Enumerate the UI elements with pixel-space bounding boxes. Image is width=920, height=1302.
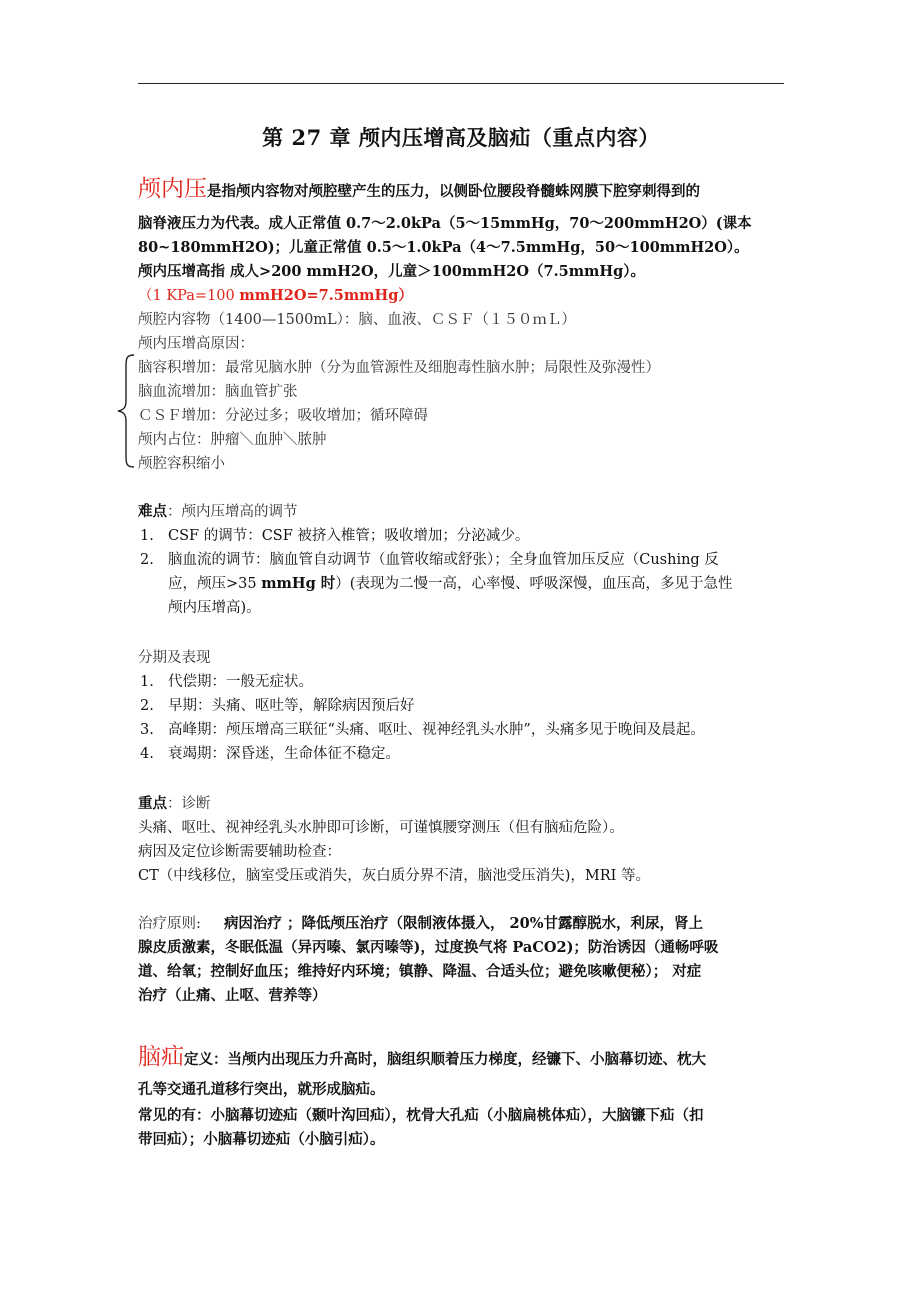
herniation-definition: 脑疝定义：当颅内出现压力升高时，脑组织顺着压力梯度，经镰下、小脑幕切迹、枕大 xyxy=(138,1044,706,1070)
herniation-def-line2: 孔等交通孔道移行突出，就形成脑疝。 xyxy=(138,1081,385,1098)
stages-heading: 分期及表现 xyxy=(138,650,211,666)
icp-definition: 颅内压是指颅内容物对颅腔壁产生的压力，以侧卧位腰段脊髓蛛网膜下腔穿刺得到的 xyxy=(138,176,700,202)
icp-def-line4: 颅内压增高指 成人>200 mmH2O，儿童＞100mmH2O（7.5mmHg）。 xyxy=(138,263,645,280)
icp-def-line3: 80~180mmH2O)；儿童正常值 0.5～1.0kPa（4～7.5mmHg，50～100mmH2O）。 xyxy=(138,239,749,256)
icp-term: 颅内压 xyxy=(138,176,207,202)
list-item: 4. 衰竭期：深昏迷，生命体征不稳定。 xyxy=(140,746,400,762)
list-item: 1. CSF 的调节：CSF 被挤入椎管；吸收增加；分泌减少。 xyxy=(140,528,530,544)
list-item: 1. 代偿期：一般无症状。 xyxy=(140,674,313,690)
diagnosis-line: 头痛、呕吐、视神经乳头水肿即可诊断，可谨慎腰穿测压（但有脑疝危险）。 xyxy=(138,820,624,836)
cause-item: 颅腔容积缩小 xyxy=(138,456,225,472)
cause-item: 脑容积增加：最常见脑水肿（分为血管源性及细胞毒性脑水肿；局限性及弥漫性） xyxy=(138,360,660,376)
herniation-common: 常见的有：小脑幕切迹疝（颞叶沟回疝），枕骨大孔疝（小脑扁桃体疝），大脑镰下疝（扣 xyxy=(138,1107,704,1124)
unit-conversion: （1 KPa=100 mmH2O=7.5mmHg） xyxy=(138,287,413,304)
keypoint-heading: 重点：诊断 xyxy=(138,795,211,812)
list-item: 2. 早期：头痛、呕吐等，解除病因预后好 xyxy=(140,698,415,714)
list-item: 2. 脑血流的调节：脑血管自动调节（血管收缩或舒张）；全身血管加压反应（Cushing 反 xyxy=(140,552,719,568)
cause-item: 脑血流增加：脑血管扩张 xyxy=(138,384,298,400)
cause-item: 颅内占位：肿瘤＼血肿＼脓肿 xyxy=(138,432,327,448)
list-item-continued: 应，颅压>35 mmHg 时）(表现为二慢一高，心率慢、呼吸深慢，血压高，多见于急性 xyxy=(168,575,733,592)
treatment-line: 腺皮质激素，冬眠低温（异丙嗪、氯丙嗪等)，过度换气将 PaCO2)；防治诱因（通畅呼吸 xyxy=(138,939,719,956)
treatment-line: 道、给氧；控制好血压；维持好内环境；镇静、降温、合适头位；避免咳嗽便秘）； 对症 xyxy=(138,963,702,980)
treatment-line: 治疗原则: 病因治疗 ；降低颅压治疗（限制液体摄入， 20%甘露醇脱水，利尿，肾上 xyxy=(138,915,703,932)
diagnosis-line: 病因及定位诊断需要辅助检查： xyxy=(138,844,341,860)
page-title: 第 27 章 颅内压增高及脑疝（重点内容） xyxy=(262,125,660,150)
difficulty-heading: 难点：颅内压增高的调节 xyxy=(138,503,298,520)
icp-def-line2: 脑脊液压力为代表。成人正常值 0.7～2.0kPa（5～15mmHg，70～200mmH2O）(课本 xyxy=(138,215,752,232)
header-rule xyxy=(138,83,784,84)
treatment-line: 治疗（止痛、止呕、营养等） xyxy=(138,987,327,1004)
diagnosis-line: CT（中线移位，脑室受压或消失，灰白质分界不清，脑池受压消失)，MRI 等。 xyxy=(138,868,651,884)
brace-icon xyxy=(116,353,138,469)
cause-item: ＣＳＦ增加：分泌过多；吸收增加；循环障碍 xyxy=(138,408,428,424)
list-item: 3. 高峰期：颅压增高三联征“头痛、呕吐、视神经乳头水肿”，头痛多见于晚间及晨起。 xyxy=(140,722,705,738)
cranial-contents: 颅腔内容物（1400—1500mL）：脑、血液、ＣＳＦ（１５０ｍＬ） xyxy=(138,312,576,328)
herniation-term: 脑疝 xyxy=(138,1044,184,1070)
causes-title: 颅内压增高原因： xyxy=(138,336,254,352)
list-item-continued: 颅内压增高)。 xyxy=(168,600,261,616)
herniation-common: 带回疝）；小脑幕切迹疝（小脑引疝）。 xyxy=(138,1131,385,1148)
